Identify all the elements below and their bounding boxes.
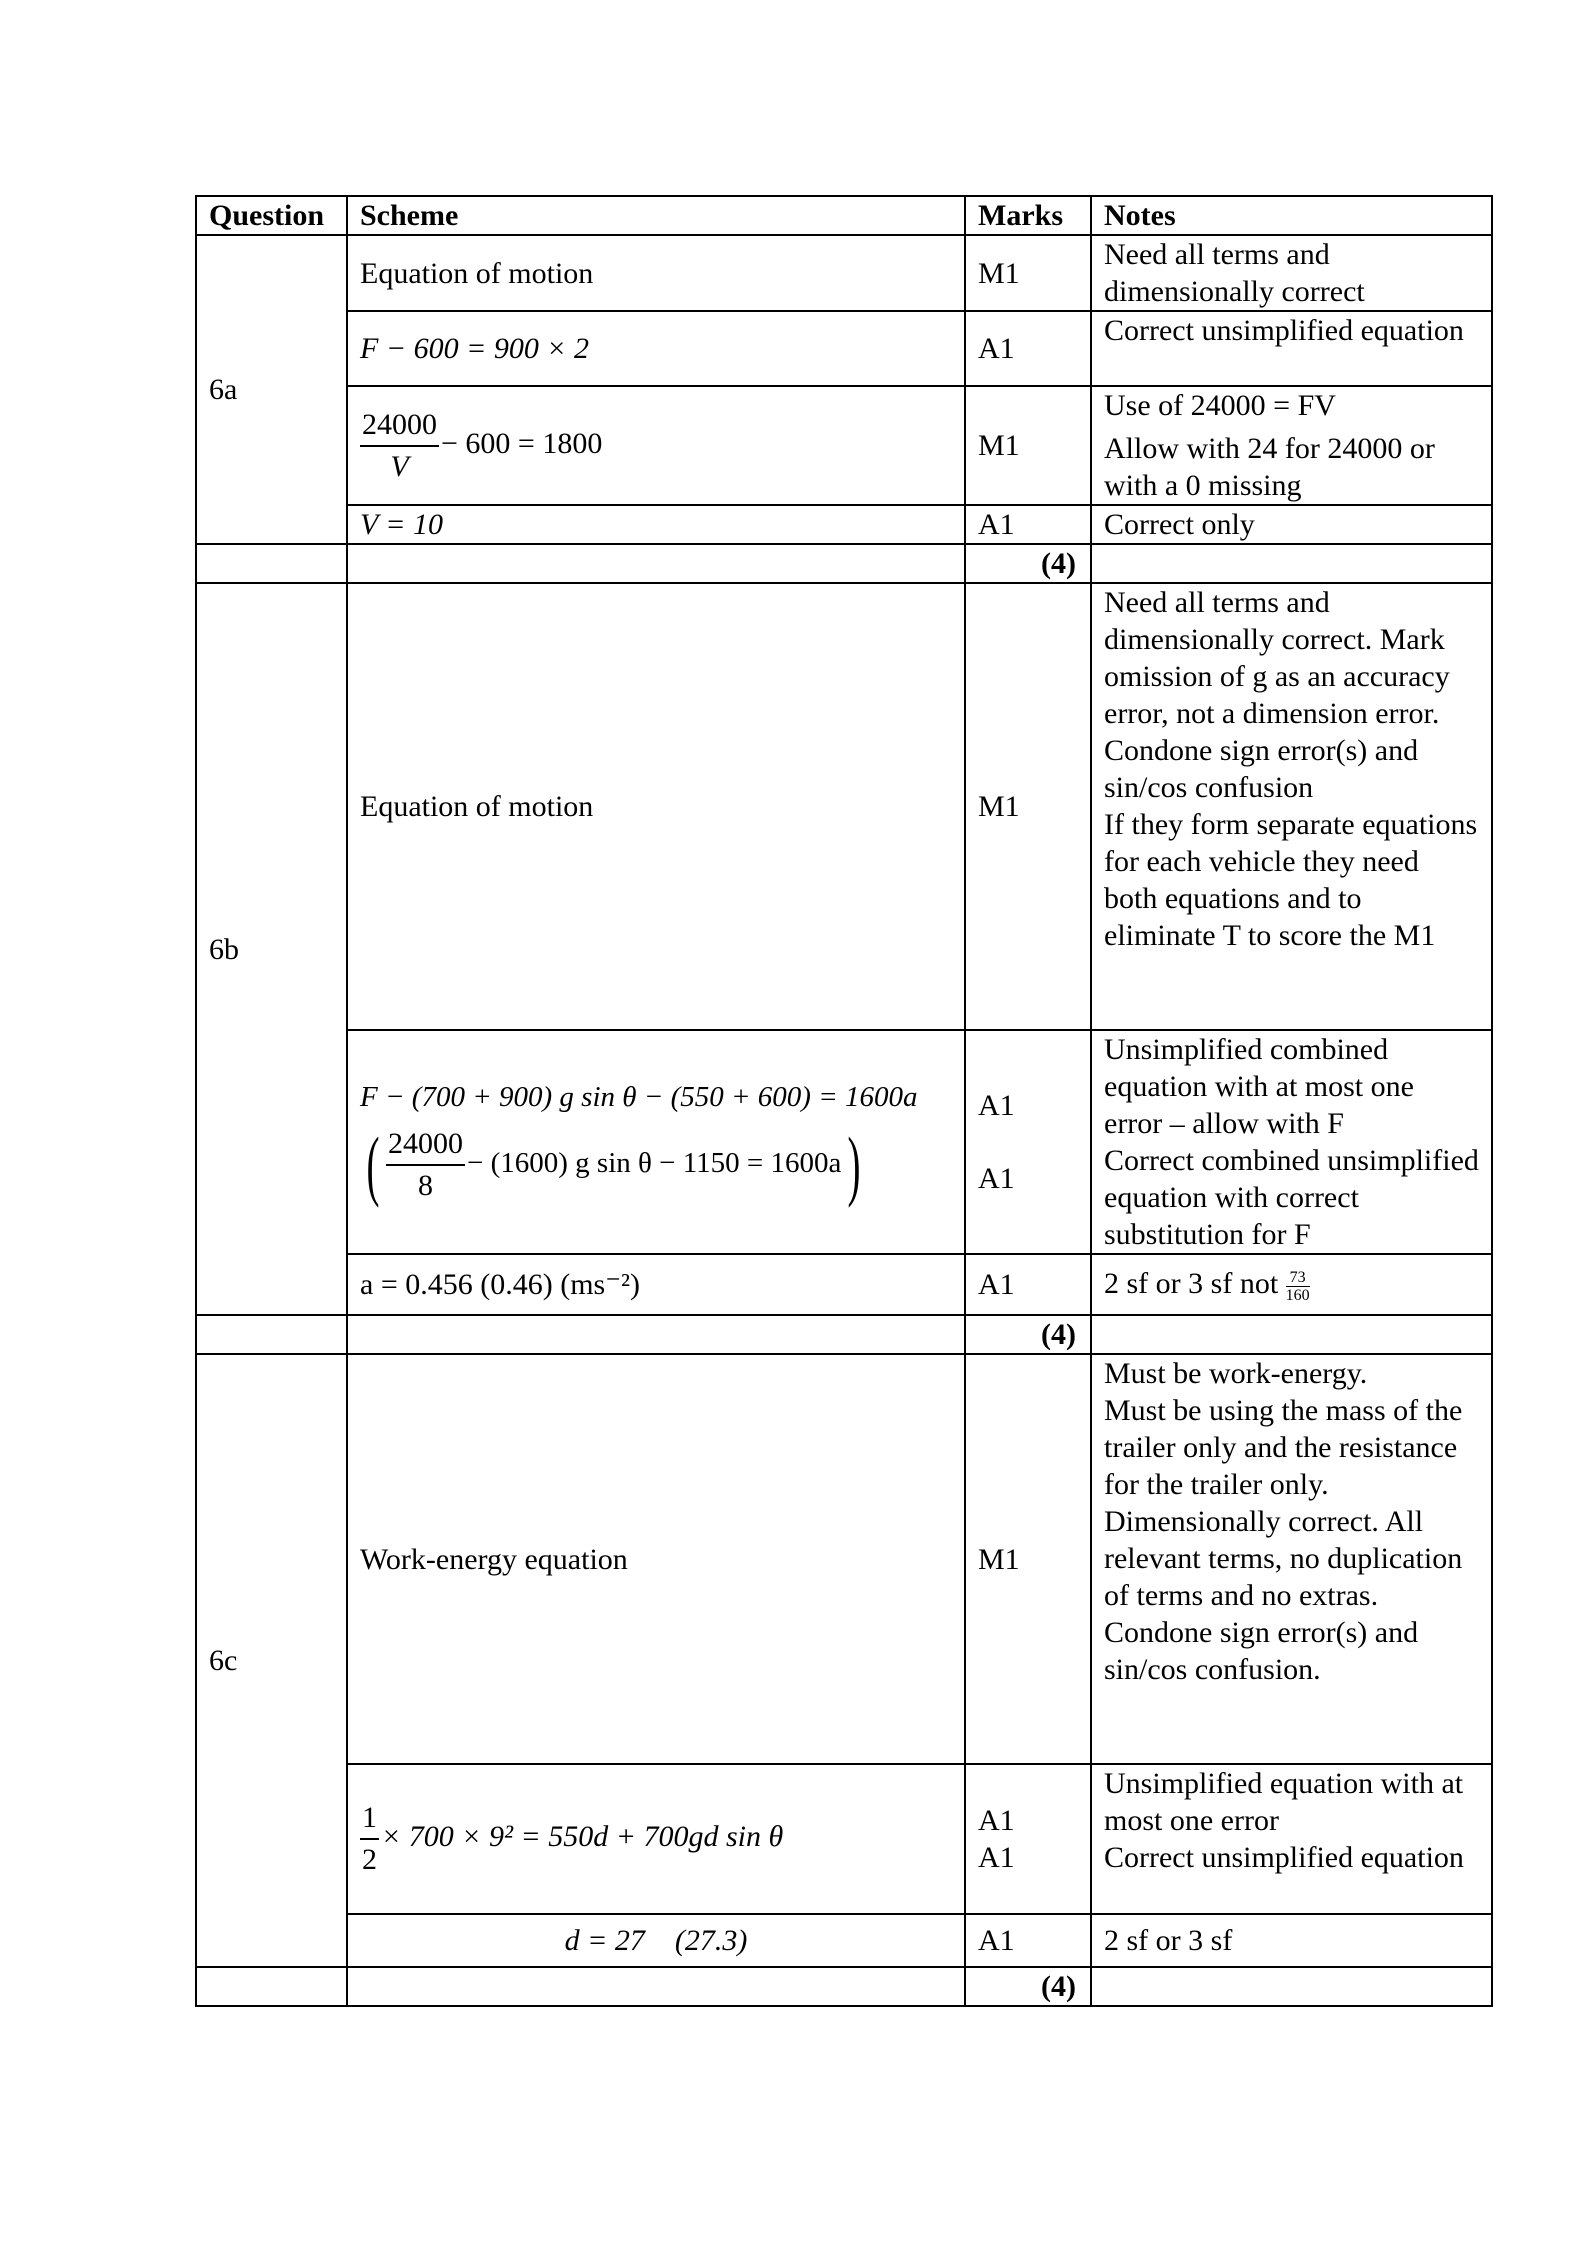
mark: A1 <box>978 1841 1015 1874</box>
marks-cell: M1 <box>965 235 1091 311</box>
notes-cell: Need all terms and dimensionally correct <box>1091 235 1492 311</box>
open-paren: ( <box>366 1121 380 1208</box>
total-row <box>196 544 1492 583</box>
notes-cell: Correct unsimplified equation <box>1091 311 1492 386</box>
note-line: Condone sign error(s) and sin/cos confusion <box>1104 734 1419 804</box>
denominator: V <box>390 449 409 483</box>
empty-cell <box>196 1315 347 1354</box>
table-row <box>196 311 1492 386</box>
marks-cell: A1 <box>965 1254 1091 1315</box>
scheme-cell <box>347 1030 965 1254</box>
notes-cell <box>1091 1030 1492 1254</box>
scheme-cell <box>347 1764 965 1914</box>
total-marks: (4) <box>965 544 1091 583</box>
note-line: Must be using the mass of the trailer only and the resistance for the trailer only. <box>1104 1394 1463 1501</box>
note-line: Unsimplified combined equation with at most one error – allow with F <box>1104 1033 1414 1140</box>
table-row <box>196 583 1492 1030</box>
total-row <box>196 1967 1492 2006</box>
note-line: Need all terms and dimensionally correct. Mark omission of g as an accuracy error, not a dimension error. <box>1104 586 1450 730</box>
empty-cell <box>347 1315 965 1354</box>
note-line: Correct combined unsimplified equation with correct substitution for F <box>1104 1144 1479 1251</box>
scheme-cell <box>347 311 965 386</box>
marks-cell <box>965 1030 1091 1254</box>
note-line: Use of 24000 = FV <box>1104 389 1336 422</box>
notes-cell: 2 sf or 3 sf <box>1091 1914 1492 1967</box>
marks-cell: M1 <box>965 386 1091 505</box>
marks-cell: M1 <box>965 583 1091 1030</box>
fraction <box>360 1798 379 1880</box>
scheme-cell: Work-energy equation <box>347 1354 965 1764</box>
marks-cell: A1 <box>965 1914 1091 1967</box>
marks-cell: A1 <box>965 505 1091 544</box>
scheme-equation: F − 600 = 900 × 2 <box>360 332 590 365</box>
table-row <box>196 1254 1492 1315</box>
scheme-equation-substituted <box>360 1121 952 1208</box>
note-line: If they form separate equations for each vehicle they need both equations and to eliminate T to score the M1 <box>1104 808 1478 952</box>
notes-cell <box>1091 1764 1492 1914</box>
table-row <box>196 386 1492 505</box>
numerator: 73 <box>1286 1269 1310 1287</box>
scheme-equation: F − (700 + 900) g sin θ − (550 + 600) = 1600a <box>360 1080 918 1113</box>
denominator: 8 <box>417 1168 433 1202</box>
header-row <box>196 196 1492 235</box>
table-row <box>196 1914 1492 1967</box>
header-question: Question <box>196 196 347 235</box>
header-marks: Marks <box>965 196 1091 235</box>
header-scheme: Scheme <box>347 196 965 235</box>
table-row <box>196 505 1492 544</box>
notes-cell <box>1091 386 1492 505</box>
empty-cell <box>196 544 347 583</box>
note-line: Allow with 24 for 24000 or with a 0 missing <box>1104 432 1435 502</box>
empty-cell <box>1091 1967 1492 2006</box>
denominator: 2 <box>362 1843 377 1876</box>
scheme-cell <box>347 505 965 544</box>
numerator: 24000 <box>386 1124 465 1166</box>
mark: A1 <box>978 1162 1015 1195</box>
table-row <box>196 1030 1492 1254</box>
notes-cell: Correct only <box>1091 505 1492 544</box>
empty-cell <box>1091 544 1492 583</box>
note-line: Dimensionally correct. All relevant terms, no duplication of terms and no extras. <box>1104 1505 1463 1612</box>
scheme-equation-rest: × 700 × 9² = 550d + 700gd sin θ <box>381 1819 784 1853</box>
scheme-equation: V = 10 <box>360 508 444 541</box>
notes-cell <box>1091 583 1492 1030</box>
note-line: Correct unsimplified equation <box>1104 1841 1464 1874</box>
marks-cell: A1 <box>965 311 1091 386</box>
total-marks: (4) <box>965 1315 1091 1354</box>
mark: A1 <box>978 1804 1015 1837</box>
total-row <box>196 1315 1492 1354</box>
marks-cell: M1 <box>965 1354 1091 1764</box>
empty-cell <box>347 1967 965 2006</box>
scheme-cell: Equation of motion <box>347 583 965 1030</box>
question-label: 6b <box>196 583 347 1315</box>
total-marks: (4) <box>965 1967 1091 2006</box>
scheme-cell <box>347 386 965 505</box>
empty-cell <box>347 544 965 583</box>
scheme-equation-rest: − 600 = 1800 <box>441 426 603 460</box>
fraction <box>1286 1269 1310 1304</box>
note-line: Condone sign error(s) and sin/cos confusion. <box>1104 1616 1419 1686</box>
table-row <box>196 1354 1492 1764</box>
note-line: Unsimplified equation with at most one error <box>1104 1767 1464 1837</box>
mark-scheme-table <box>195 195 1493 2007</box>
question-label: 6c <box>196 1354 347 1967</box>
scheme-equation: d = 27 (27.3) <box>564 1924 748 1957</box>
scheme-equation-rest: − (1600) g sin θ − 1150 = 1600a <box>466 1146 842 1179</box>
numerator: 1 <box>360 1798 379 1840</box>
scheme-cell: a = 0.456 (0.46) (ms⁻²) <box>347 1254 965 1315</box>
notes-cell <box>1091 1254 1492 1315</box>
scheme-cell <box>347 1914 965 1967</box>
mark: A1 <box>978 1089 1015 1122</box>
notes-cell <box>1091 1354 1492 1764</box>
table-row <box>196 1764 1492 1914</box>
question-label: 6a <box>196 235 347 544</box>
note-line: 2 sf or 3 sf not <box>1104 1267 1279 1301</box>
numerator: 24000 <box>360 405 439 447</box>
fraction <box>386 1124 465 1206</box>
empty-cell <box>1091 1315 1492 1354</box>
fraction <box>360 405 439 487</box>
marks-cell <box>965 1764 1091 1914</box>
scheme-cell: Equation of motion <box>347 235 965 311</box>
table-row <box>196 235 1492 311</box>
denominator: 160 <box>1285 1286 1310 1304</box>
note-line: Must be work-energy. <box>1104 1357 1368 1390</box>
empty-cell <box>196 1967 347 2006</box>
header-notes: Notes <box>1091 196 1492 235</box>
close-paren: ) <box>847 1121 861 1208</box>
